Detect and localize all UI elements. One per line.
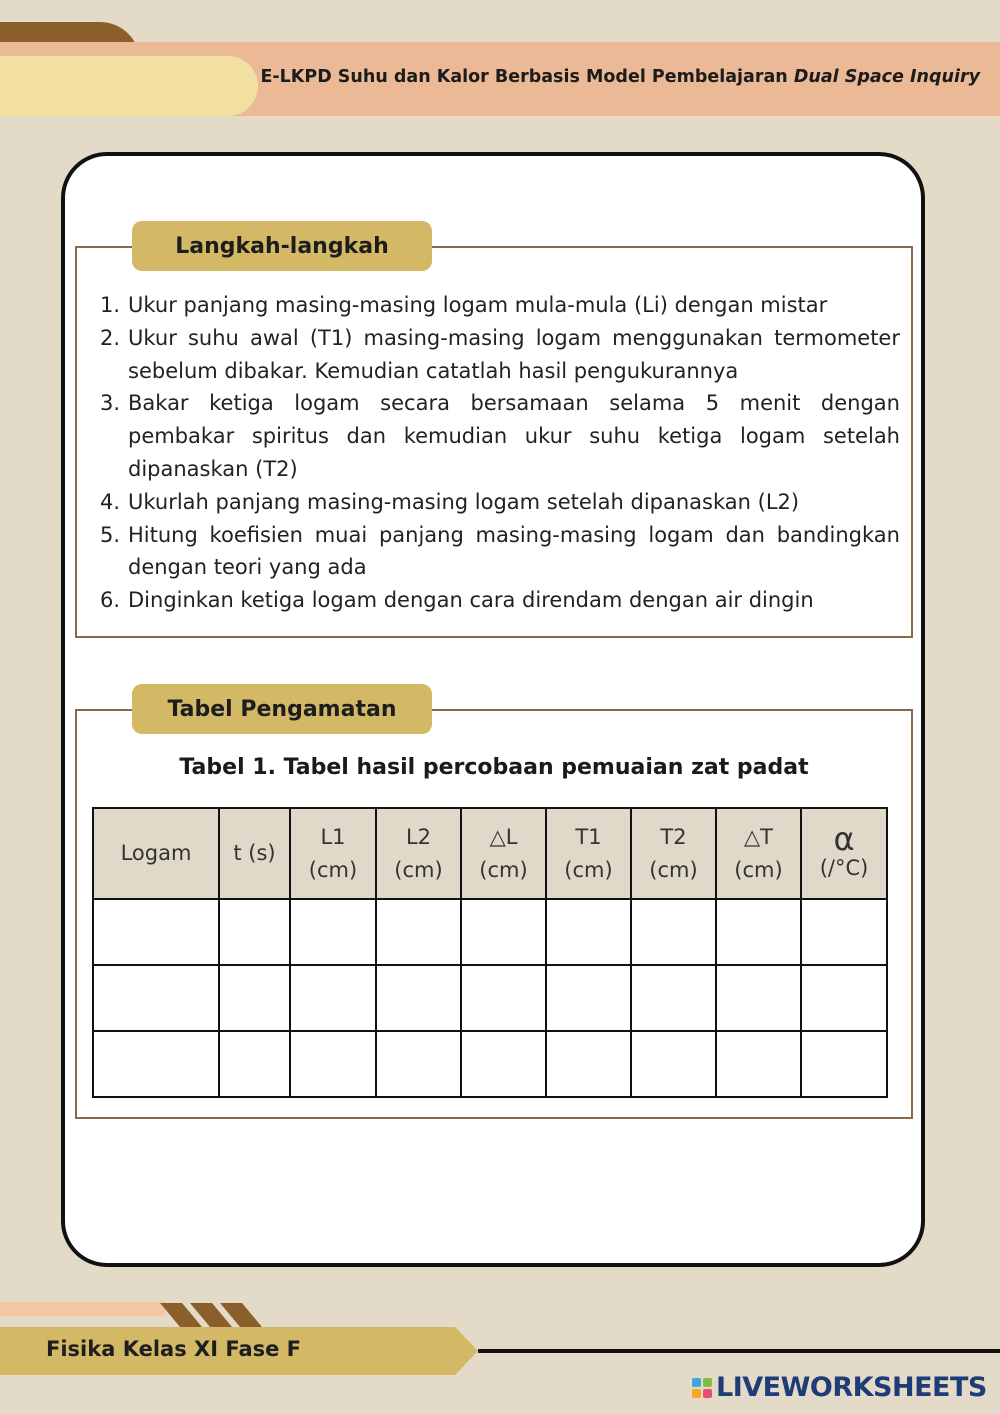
footer-line bbox=[478, 1349, 1000, 1353]
step-text: Dinginkan ketiga logam dengan cara direndam dengan air dingin bbox=[128, 588, 814, 613]
step-number: 5. bbox=[100, 522, 121, 547]
footer-stripes-decoration bbox=[160, 1303, 270, 1327]
table-cell[interactable] bbox=[801, 965, 887, 1031]
liveworksheets-wordmark: LIVEWORKSHEETS bbox=[716, 1372, 987, 1403]
header-delta-t-label: △T bbox=[744, 824, 773, 849]
step-text: Ukurlah panjang masing-masing logam setelah dipanaskan (L2) bbox=[128, 489, 800, 514]
table-cell[interactable] bbox=[93, 965, 219, 1031]
table-cell[interactable] bbox=[801, 1031, 887, 1097]
step-item bbox=[100, 322, 900, 388]
header-delta-t bbox=[716, 808, 801, 899]
step-item bbox=[100, 584, 900, 617]
table-cell[interactable] bbox=[290, 899, 376, 965]
header-l1-unit: (cm) bbox=[308, 857, 358, 882]
document-title-italic: Dual Space Inquiry bbox=[793, 67, 980, 87]
step-number: 4. bbox=[100, 489, 121, 514]
header-t2 bbox=[631, 808, 716, 899]
document-title bbox=[260, 67, 980, 87]
table-cell[interactable] bbox=[290, 965, 376, 1031]
table-row bbox=[93, 1031, 887, 1097]
liveworksheets-logo[interactable] bbox=[692, 1372, 987, 1403]
table-cell[interactable] bbox=[631, 965, 716, 1031]
header-cream-tab bbox=[0, 56, 258, 116]
header-alpha bbox=[801, 808, 887, 899]
header-logam: Logam bbox=[93, 808, 219, 899]
header-alpha-unit: (/°C) bbox=[819, 855, 869, 880]
table-cell[interactable] bbox=[376, 1031, 461, 1097]
table-cell[interactable] bbox=[631, 1031, 716, 1097]
header-delta-l-label: △L bbox=[489, 824, 518, 849]
header-delta-l-unit: (cm) bbox=[479, 857, 528, 882]
table-cell[interactable] bbox=[716, 899, 801, 965]
step-text: Bakar ketiga logam secara bersamaan selama 5 menit dengan pembakar spiritus dan kemudian ukur suhu ketiga logam setelah dipanaskan (T2) bbox=[128, 391, 900, 481]
steps-section-title: Langkah-langkah bbox=[132, 221, 432, 271]
header-t1-unit: (cm) bbox=[564, 857, 613, 882]
table-cell[interactable] bbox=[461, 1031, 546, 1097]
table-row bbox=[93, 965, 887, 1031]
footer-peach-strip bbox=[0, 1302, 165, 1316]
step-number: 1. bbox=[100, 293, 121, 317]
header-l2 bbox=[376, 808, 461, 899]
table-cell[interactable] bbox=[631, 899, 716, 965]
table-cell[interactable] bbox=[546, 965, 631, 1031]
header-t2-unit: (cm) bbox=[649, 857, 698, 882]
header-alpha-symbol: α bbox=[833, 819, 855, 858]
table-cell[interactable] bbox=[546, 1031, 631, 1097]
table-cell[interactable] bbox=[376, 899, 461, 965]
table-cell[interactable] bbox=[461, 965, 546, 1031]
table-cell[interactable] bbox=[290, 1031, 376, 1097]
table-header-row bbox=[93, 808, 887, 899]
step-item bbox=[100, 387, 900, 485]
step-item bbox=[100, 519, 900, 585]
header-time: t (s) bbox=[219, 808, 290, 899]
step-number: 2. bbox=[100, 325, 121, 350]
step-text: Hitung koefisien muai panjang masing-masing logam dan bandingkan dengan teori yang ada bbox=[128, 522, 900, 580]
table-cell[interactable] bbox=[219, 899, 290, 965]
table-cell[interactable] bbox=[716, 965, 801, 1031]
header-l2-label: L2 bbox=[405, 824, 432, 849]
step-number: 6. bbox=[100, 588, 121, 613]
step-text: Ukur suhu awal (T1) masing-masing logam menggunakan termometer sebelum dibakar. Kemudian catatlah hasil pengukurannya bbox=[128, 325, 900, 383]
table-cell[interactable] bbox=[461, 899, 546, 965]
header-delta-t-unit: (cm) bbox=[734, 857, 783, 882]
header-l2-unit: (cm) bbox=[394, 857, 443, 882]
step-item bbox=[100, 486, 900, 519]
header-l1-label: L1 bbox=[320, 824, 346, 849]
table-cell[interactable] bbox=[376, 965, 461, 1031]
step-number: 3. bbox=[100, 391, 121, 416]
header-l1 bbox=[290, 808, 376, 899]
table-cell[interactable] bbox=[93, 1031, 219, 1097]
header-t1-label: T1 bbox=[575, 824, 602, 849]
observation-table bbox=[92, 807, 888, 1098]
table-cell[interactable] bbox=[801, 899, 887, 965]
table-cell[interactable] bbox=[546, 899, 631, 965]
step-text: Ukur panjang masing-masing logam mula-mula (Li) dengan mistar bbox=[128, 293, 828, 317]
header-t2-label: T2 bbox=[660, 824, 687, 849]
header-delta-l bbox=[461, 808, 546, 899]
liveworksheets-icon bbox=[692, 1378, 712, 1398]
table-caption: Tabel 1. Tabel hasil percobaan pemuaian zat padat bbox=[179, 755, 809, 780]
table-cell[interactable] bbox=[93, 899, 219, 965]
footer-label: Fisika Kelas XI Fase F bbox=[46, 1337, 302, 1361]
table-cell[interactable] bbox=[219, 1031, 290, 1097]
header-t1 bbox=[546, 808, 631, 899]
table-cell[interactable] bbox=[219, 965, 290, 1031]
table-cell[interactable] bbox=[716, 1031, 801, 1097]
document-title-main: E-LKPD Suhu dan Kalor Berbasis Model Pembelajaran bbox=[260, 67, 788, 87]
table-row bbox=[93, 899, 887, 965]
steps-list bbox=[100, 289, 900, 617]
table-section-title: Tabel Pengamatan bbox=[132, 684, 432, 734]
step-item bbox=[100, 289, 900, 322]
